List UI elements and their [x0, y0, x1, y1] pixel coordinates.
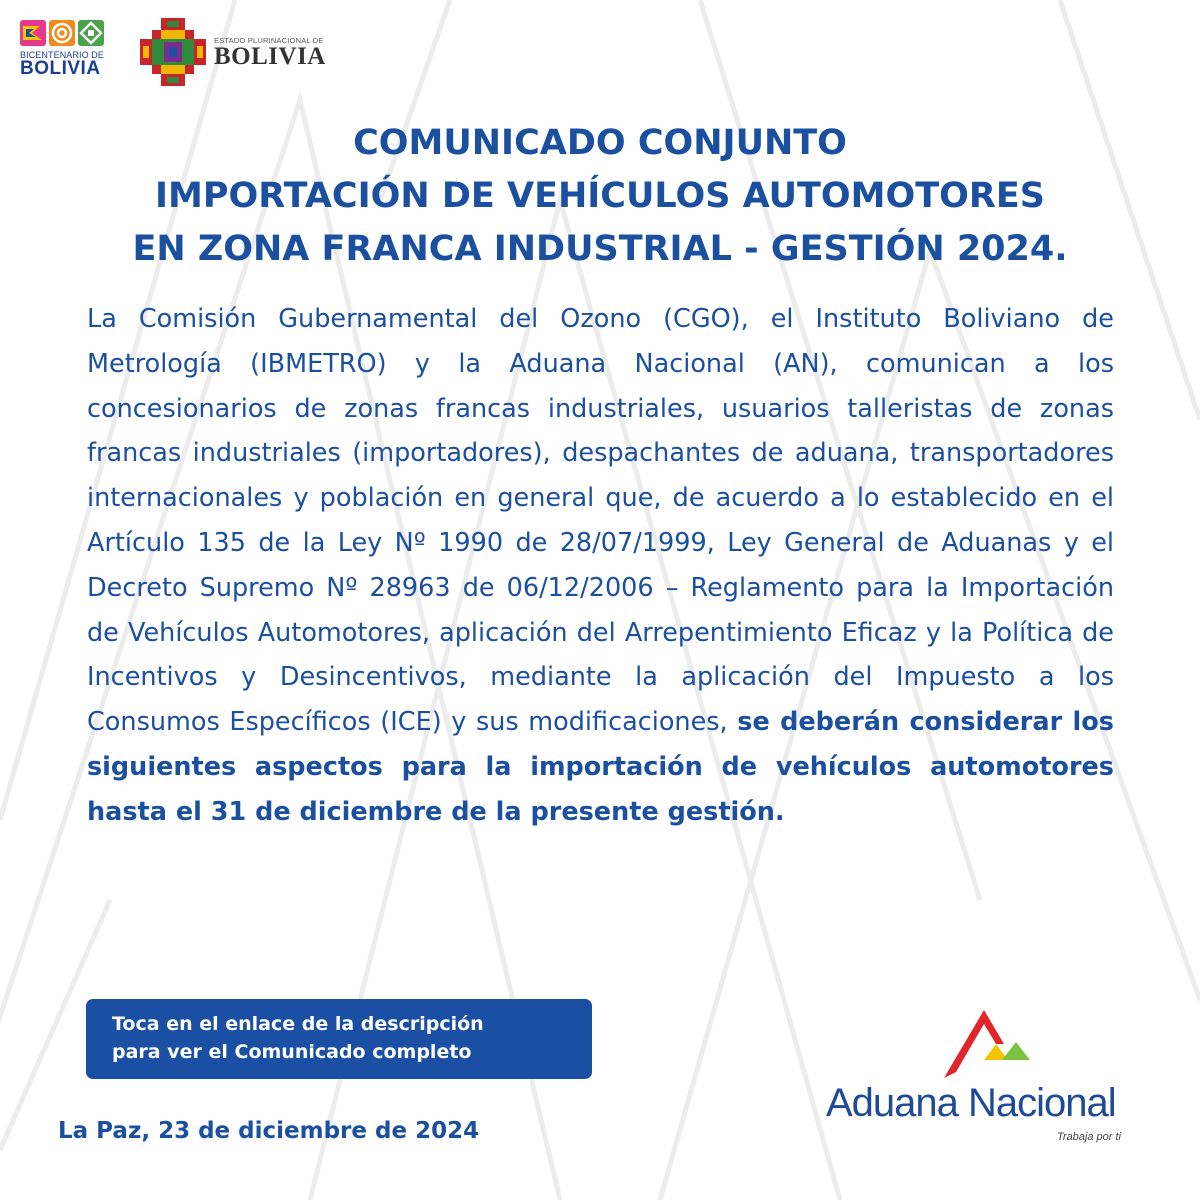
bicentenario-mark-2-icon — [49, 20, 75, 46]
aduana-mountains-icon — [944, 1010, 1054, 1080]
body-regular-text: La Comisión Gubernamental del Ozono (CGO), el Instituto Boliviano de Metrología (IBMETRO) y la Aduana Nacional (AN), comunican a los concesionarios de zonas francas industriales, usuarios talleristas de zonas francas industriales (importadores), despachantes de aduana, transportadores internacionales y población en general que, de acuerdo a lo establecido en el Artículo 135 de la Ley Nº 1990 de 28/07/1999, Ley General de Aduanas y el Decreto Supremo Nº 28963 de 06/12/2006 – Reglamento para la Importación de Vehículos Automotores, aplicación del Arrepentimiento Eficaz y la Política de Incentivos y Desincentivos, mediante la aplicación del Impuesto a los Consumos Específicos (ICE) y sus modificaciones, — [87, 304, 1114, 738]
bicentenario-line2: BOLIVIA — [20, 58, 101, 79]
estado-line2: BOLIVIA — [214, 42, 326, 70]
aduana-slogan: Trabaja por ti — [1057, 1131, 1121, 1143]
page-title — [40, 117, 1160, 276]
estado-line1: ESTADO PLURINACIONAL DE — [214, 35, 324, 45]
see-full-communique-button[interactable] — [86, 999, 592, 1079]
communique-body — [87, 297, 1114, 835]
chakana-icon — [138, 16, 208, 88]
body-bold-text: se deberán considerar los siguientes aspectos para la importación de vehículos automotores hasta el 31 de diciembre de la presente gestión. — [87, 707, 1114, 827]
estado-plurinacional-logo — [138, 14, 328, 90]
cta-line-1: Toca en el enlace de la descripción — [112, 1013, 484, 1035]
bicentenario-line1: BICENTENARIO DE — [20, 50, 105, 60]
date-location: La Paz, 23 de diciembre de 2024 — [58, 1118, 480, 1144]
title-line-2: IMPORTACIÓN DE VEHÍCULOS AUTOMOTORES — [155, 176, 1045, 216]
bicentenario-mark-3-icon — [78, 20, 104, 46]
bicentenario-mark-1-icon — [20, 20, 46, 46]
title-line-3: EN ZONA FRANCA INDUSTRIAL - GESTIÓN 2024. — [132, 229, 1068, 269]
title-line-1: COMUNICADO CONJUNTO — [353, 123, 847, 163]
bicentenario-logo — [20, 20, 110, 84]
aduana-name: Aduana Nacional — [826, 1081, 1116, 1125]
cta-line-2: para ver el Comunicado completo — [112, 1041, 472, 1063]
aduana-nacional-logo — [826, 1010, 1146, 1150]
